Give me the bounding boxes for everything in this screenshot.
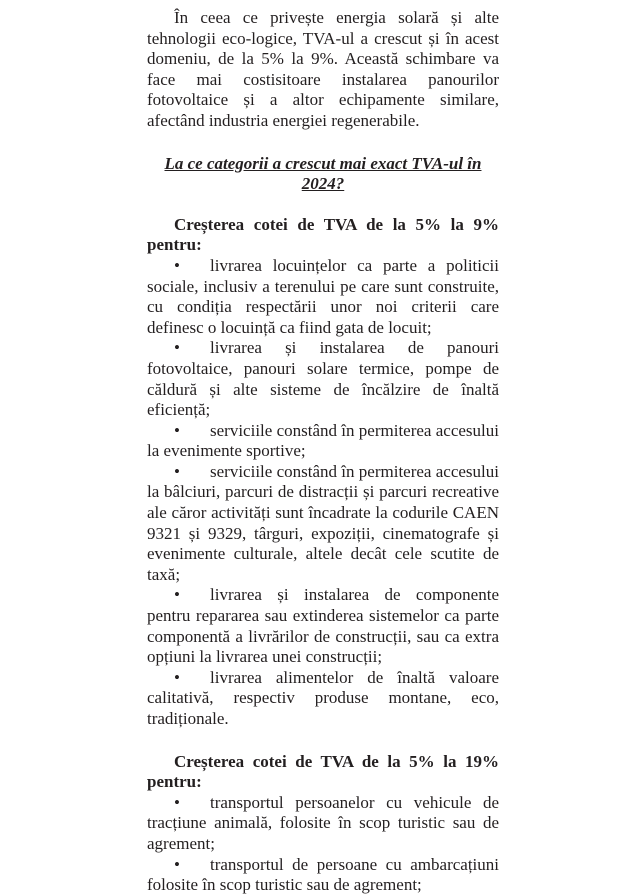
question-heading: La ce categorii a crescut mai exact TVA-ul în 2024? xyxy=(164,153,482,194)
list-item xyxy=(147,338,499,420)
list-item xyxy=(147,793,499,855)
bullet-icon: • xyxy=(174,461,180,481)
list-item xyxy=(147,668,499,730)
list-item xyxy=(147,256,499,338)
bullet-icon: • xyxy=(174,338,180,358)
list-item xyxy=(147,855,499,896)
section-vat-5-to-9 xyxy=(147,215,499,730)
list-item-text: livrarea și instalarea de componente pentru repararea sau extinderea sistemelor ca parte componentă a livrărilor de construcții, sau ca extra opțiuni la livrarea unei construcții; xyxy=(147,585,499,667)
list-item xyxy=(147,421,499,462)
list-item-text: livrarea locuințelor ca parte a politicii sociale, inclusiv a terenului pe care sunt construite, cu condiția respectării unor noi criterii care definesc o locuință ca fiind gata de locuit; xyxy=(147,255,499,337)
list-item xyxy=(147,462,499,586)
list-item-text: serviciile constând în permiterea accesului la evenimente sportive; xyxy=(147,420,499,461)
bullet-icon: • xyxy=(174,255,180,275)
section-heading: Creșterea cotei de TVA de la 5% la 19% pentru: xyxy=(147,751,499,792)
bullet-icon: • xyxy=(174,667,180,687)
list-item-text: transportul persoanelor cu vehicule de tracțiune animală, folosite în scop turistic sau de agrement; xyxy=(147,792,499,853)
document-page xyxy=(147,8,499,896)
bullet-icon: • xyxy=(174,585,180,605)
list-item-text: livrarea alimentelor de înaltă valoare calitativă, respectiv produse montane, eco, tradiționale. xyxy=(147,667,499,728)
bullet-icon: • xyxy=(174,792,180,812)
bullet-icon: • xyxy=(174,854,180,874)
section-vat-5-to-19 xyxy=(147,752,499,896)
intro-paragraph: În ceea ce privește energia solară și alte tehnologii eco-logice, TVA-ul a crescut și în acest domeniu, de la 5% la 9%. Această schimbare va face mai costisitoare instalarea panourilor fotovoltaice și a altor echipamente similare, afectând industria energiei regenerabile. xyxy=(147,8,499,130)
list-item-text: livrarea și instalarea de panouri fotovoltaice, panouri solare termice, pompe de căldură și alte sisteme de încălzire de înaltă eficiență; xyxy=(147,338,499,420)
list-item-text: serviciile constând în permiterea accesului la bâlciuri, parcuri de distracții și parcuri recreative ale căror activități sunt încadrate la codurile CAEN 9321 și 9329, târguri, expoziții, cinematografe și evenimente culturale, altele decât cele scutite de taxă; xyxy=(147,461,499,584)
section-heading: Creșterea cotei de TVA de la 5% la 9% pentru: xyxy=(147,214,499,255)
list-item-text: transportul de persoane cu ambarcațiuni folosite în scop turistic sau de agrement; xyxy=(147,854,499,895)
bullet-icon: • xyxy=(174,420,180,440)
list-item xyxy=(147,585,499,667)
